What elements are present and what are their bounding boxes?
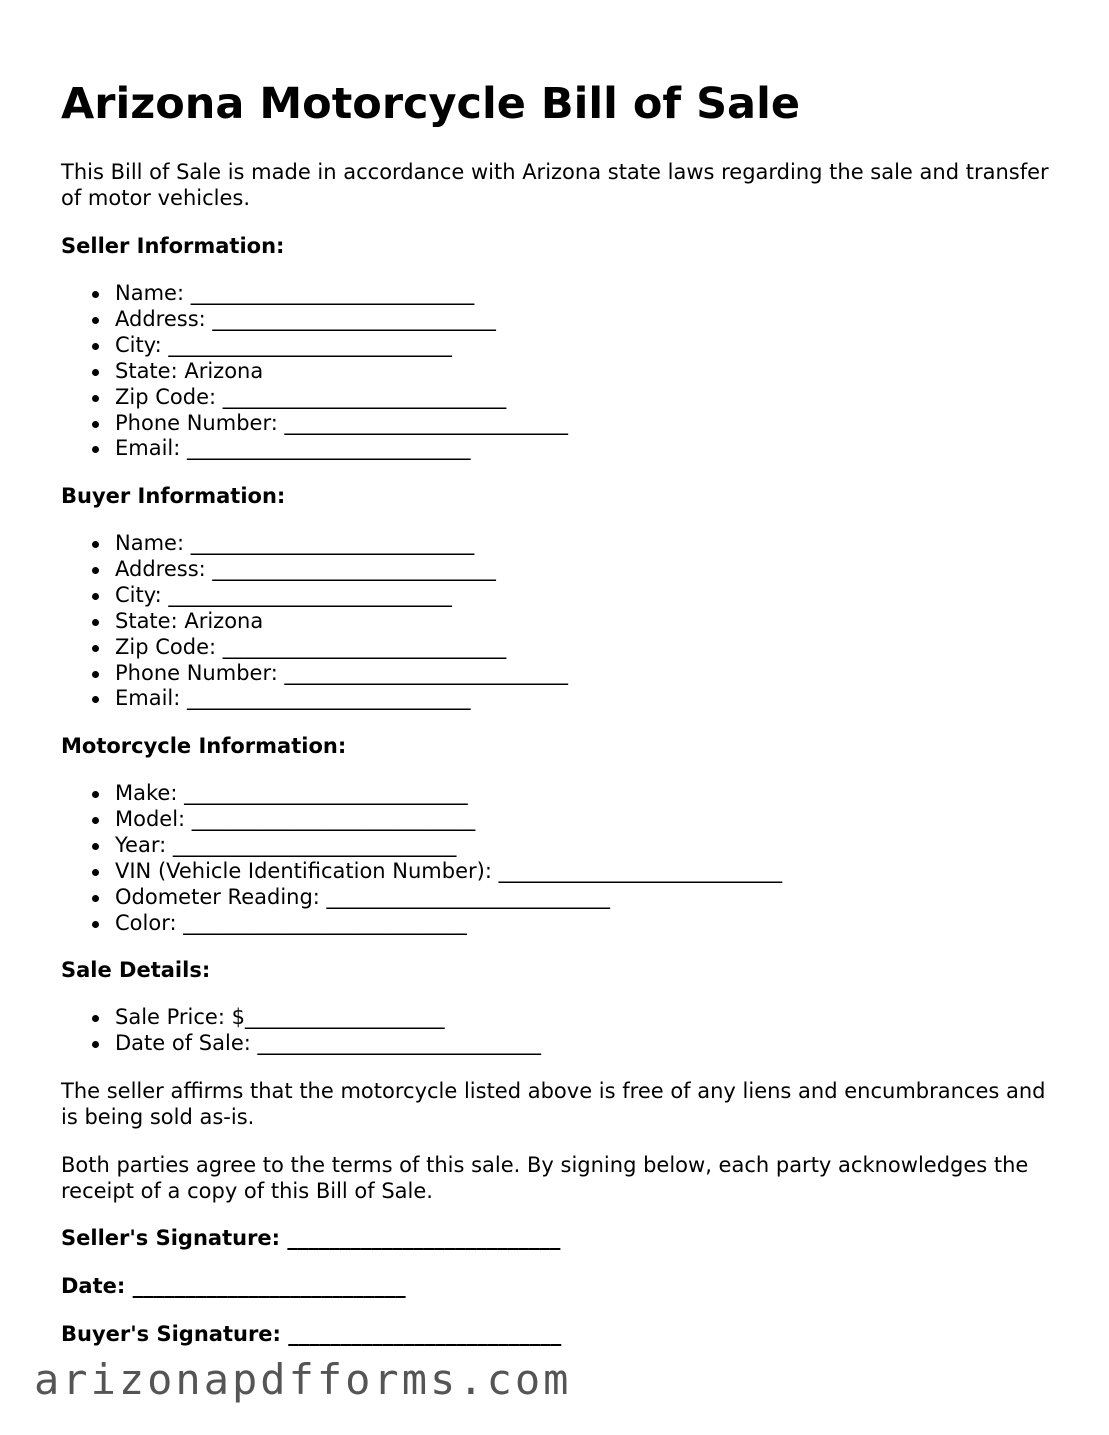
motorcycle-field-list	[61, 781, 782, 936]
buyer-zip-field: Zip Code: ___________________________	[61, 635, 568, 661]
motorcycle-vin-field: VIN (Vehicle Identification Number): ___________________________	[61, 859, 782, 885]
buyer-name-field: Name: ___________________________	[61, 531, 568, 557]
seller-zip-field: Zip Code: ___________________________	[61, 385, 568, 411]
motorcycle-heading: Motorcycle Information:	[61, 734, 347, 758]
seller-field-list	[61, 281, 568, 462]
buyer-address-field: Address: ___________________________	[61, 557, 568, 583]
motorcycle-year-field: Year: ___________________________	[61, 833, 782, 859]
seller-name-field: Name: ___________________________	[61, 281, 568, 307]
buyer-email-field: Email: ___________________________	[61, 686, 568, 712]
buyer-state-field: State: Arizona	[61, 609, 568, 635]
sale-field-list	[61, 1005, 541, 1057]
sale-heading: Sale Details:	[61, 958, 211, 982]
motorcycle-color-field: Color: ___________________________	[61, 911, 782, 937]
agreement-paragraph: Both parties agree to the terms of this sale. By signing below, each party acknowledges the receipt of a copy of this Bill of Sale.	[61, 1153, 1029, 1203]
seller-email-field: Email: ___________________________	[61, 436, 568, 462]
affirmation-paragraph: The seller affirms that the motorcycle listed above is free of any liens and encumbrances and is being sold as-is.	[61, 1079, 1046, 1129]
seller-signature-line: Seller's Signature: __________________________	[61, 1226, 561, 1250]
sale-date-field: Date of Sale: ___________________________	[61, 1031, 541, 1057]
buyer-city-field: City: ___________________________	[61, 583, 568, 609]
site-watermark: arizonapdfforms.com	[34, 1355, 572, 1404]
seller-state-field: State: Arizona	[61, 359, 568, 385]
sale-price-field: Sale Price: $___________________	[61, 1005, 541, 1031]
buyer-signature-line: Buyer's Signature: __________________________	[61, 1322, 562, 1346]
seller-address-field: Address: ___________________________	[61, 307, 568, 333]
seller-heading: Seller Information:	[61, 234, 285, 258]
motorcycle-make-field: Make: ___________________________	[61, 781, 782, 807]
seller-phone-field: Phone Number: ___________________________	[61, 411, 568, 437]
document-title: Arizona Motorcycle Bill of Sale	[61, 79, 800, 129]
motorcycle-odometer-field: Odometer Reading: ___________________________	[61, 885, 782, 911]
signature-date-line: Date: __________________________	[61, 1274, 406, 1298]
buyer-phone-field: Phone Number: ___________________________	[61, 661, 568, 687]
buyer-field-list	[61, 531, 568, 712]
seller-city-field: City: ___________________________	[61, 333, 568, 359]
motorcycle-model-field: Model: ___________________________	[61, 807, 782, 833]
buyer-heading: Buyer Information:	[61, 484, 286, 508]
intro-paragraph: This Bill of Sale is made in accordance with Arizona state laws regarding the sale and transfer of motor vehicles.	[61, 160, 1049, 210]
